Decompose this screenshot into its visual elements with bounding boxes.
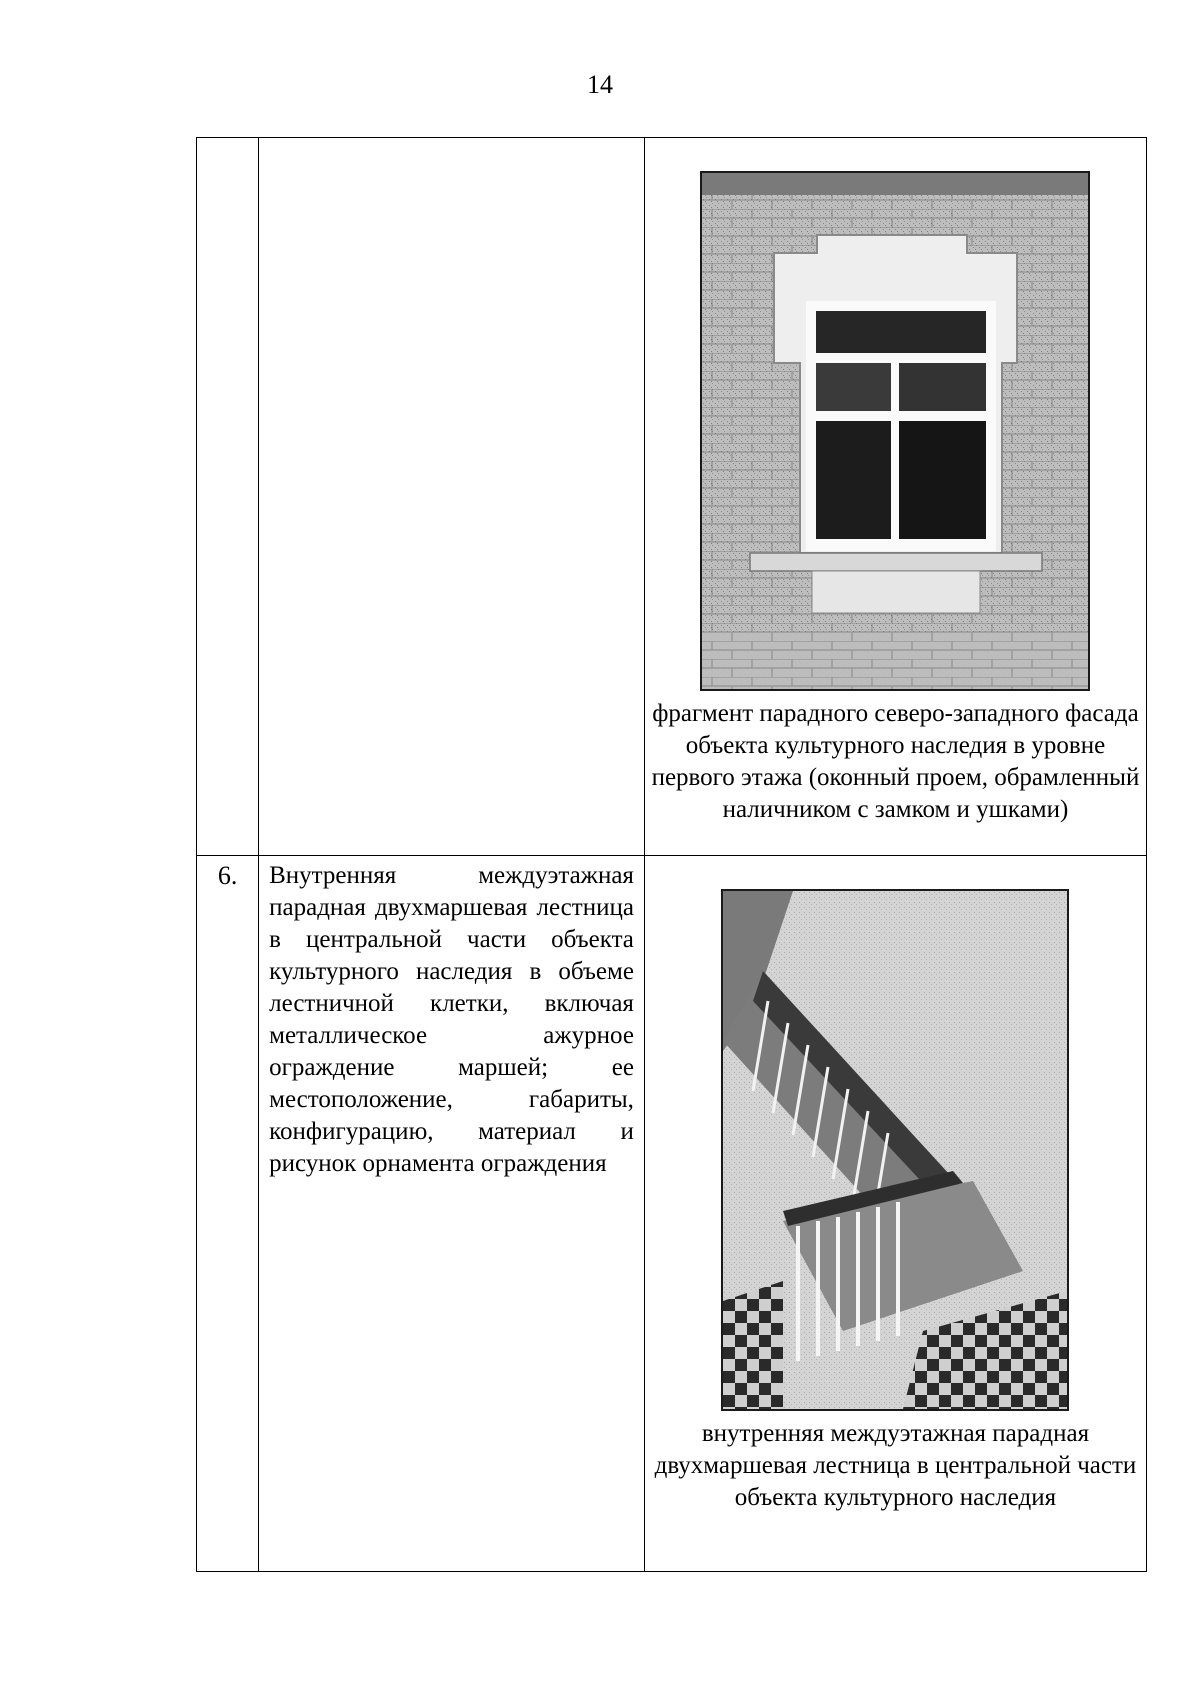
description-text: Внутренняя междуэтажная парадная двухмаршевая лестница в центральной части объекта культурного наследия в объеме лестничной клетки, включая металлическое ажурное ограждение маршей; ее местоположение, габариты, конфигурацию, материал и рисунок орнамента ограждения <box>269 862 634 1177</box>
row-number: 6. <box>197 856 259 1572</box>
staircase-photo <box>721 889 1069 1411</box>
table-row <box>197 856 1147 1572</box>
photo-caption: фрагмент парадного северо-западного фасада объекта культурного наследия в уровне первого этажа (оконный проем, обрамленный наличником с замком и ушками) <box>651 700 1140 823</box>
heritage-elements-table <box>196 137 1147 1572</box>
row-description <box>259 138 645 856</box>
window-facade-photo <box>700 171 1090 691</box>
row-description <box>259 856 645 1572</box>
row-number <box>197 138 259 856</box>
photo-caption: внутренняя междуэтажная парадная двухмаршевая лестница в центральной части объекта культурного наследия <box>654 1420 1137 1511</box>
photo-cell <box>644 856 1146 1572</box>
photo-cell <box>644 138 1146 856</box>
page-number: 14 <box>587 70 613 99</box>
table-row <box>197 138 1147 856</box>
